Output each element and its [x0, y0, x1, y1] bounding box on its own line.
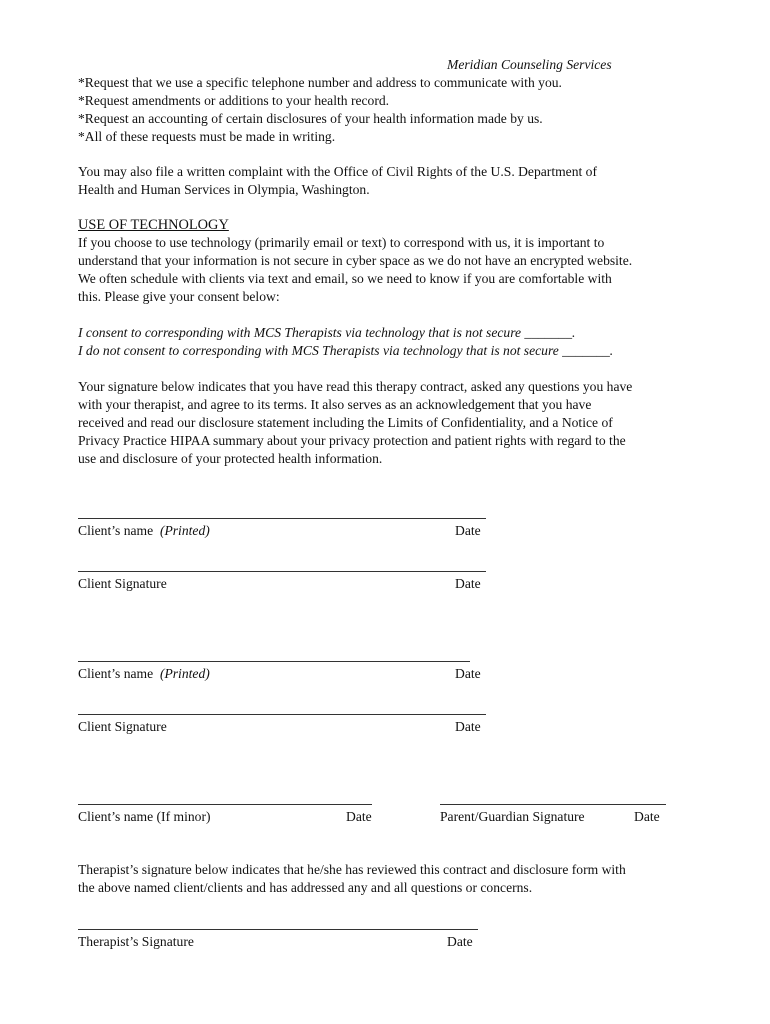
technology-heading: USE OF TECHNOLOGY: [78, 217, 229, 233]
signature-line: [78, 714, 486, 715]
complaint-text: Health and Human Services in Olympia, Washington.: [78, 182, 370, 197]
date-label: Date: [455, 666, 481, 681]
signature-line: [78, 661, 470, 662]
client-name-label: [78, 666, 210, 682]
signature-line: [78, 804, 372, 805]
client-name-label: [78, 523, 210, 539]
date-label: Date: [455, 523, 481, 538]
printed-note: (Printed): [159, 523, 210, 538]
date-label: Date: [346, 809, 372, 824]
date-label: Date: [455, 576, 481, 591]
signature-line: [78, 929, 478, 930]
acknowledgement-text: Your signature below indicates that you have read this therapy contract, asked any questions you have: [78, 379, 633, 394]
signature-line: [440, 804, 666, 805]
request-item: *Request an accounting of certain disclosures of your health information made by us.: [78, 111, 543, 126]
client-name-text: Client’s name: [78, 666, 154, 681]
signature-line: [78, 518, 486, 519]
parent-guardian-signature-label: Parent/Guardian Signature: [440, 809, 585, 824]
consent-option: I consent to corresponding with MCS Therapists via technology that is not secure _______.: [78, 325, 576, 340]
date-label: Date: [447, 934, 473, 949]
technology-text: this. Please give your consent below:: [78, 289, 280, 304]
printed-note: (Printed): [159, 666, 210, 681]
therapist-statement: the above named client/clients and has addressed any and all questions or concerns.: [78, 880, 533, 895]
technology-text: We often schedule with clients via text and email, so we need to know if you are comfortable with: [78, 271, 612, 286]
organization-header: Meridian Counseling Services: [447, 57, 612, 72]
client-signature-label: Client Signature: [78, 576, 167, 591]
request-item: *Request amendments or additions to your health record.: [78, 93, 390, 108]
technology-text: understand that your information is not secure in cyber space as we do not have an encrypted website.: [78, 253, 633, 268]
no-consent-option: I do not consent to corresponding with MCS Therapists via technology that is not secure _______.: [78, 343, 614, 358]
acknowledgement-text: received and read our disclosure statement including the Limits of Confidentiality, and a Notice of: [78, 415, 613, 430]
therapist-signature-label: Therapist’s Signature: [78, 934, 194, 949]
request-item: *Request that we use a specific telephone number and address to communicate with you.: [78, 75, 562, 90]
client-signature-label: Client Signature: [78, 719, 167, 734]
client-name-minor-label: Client’s name (If minor): [78, 809, 211, 824]
acknowledgement-text: use and disclosure of your protected health information.: [78, 451, 383, 466]
technology-text: If you choose to use technology (primarily email or text) to correspond with us, it is important to: [78, 235, 605, 250]
request-item: *All of these requests must be made in writing.: [78, 129, 336, 144]
signature-line: [78, 571, 486, 572]
therapist-statement: Therapist’s signature below indicates that he/she has reviewed this contract and disclosure form with: [78, 862, 626, 877]
date-label: Date: [634, 809, 660, 824]
date-label: Date: [455, 719, 481, 734]
acknowledgement-text: with your therapist, and agree to its terms. It also serves as an acknowledgement that you have: [78, 397, 592, 412]
client-name-text: Client’s name: [78, 523, 154, 538]
acknowledgement-text: Privacy Practice HIPAA summary about your privacy protection and patient rights with regard to the: [78, 433, 626, 448]
complaint-text: You may also file a written complaint with the Office of Civil Rights of the U.S. Department of: [78, 164, 597, 179]
